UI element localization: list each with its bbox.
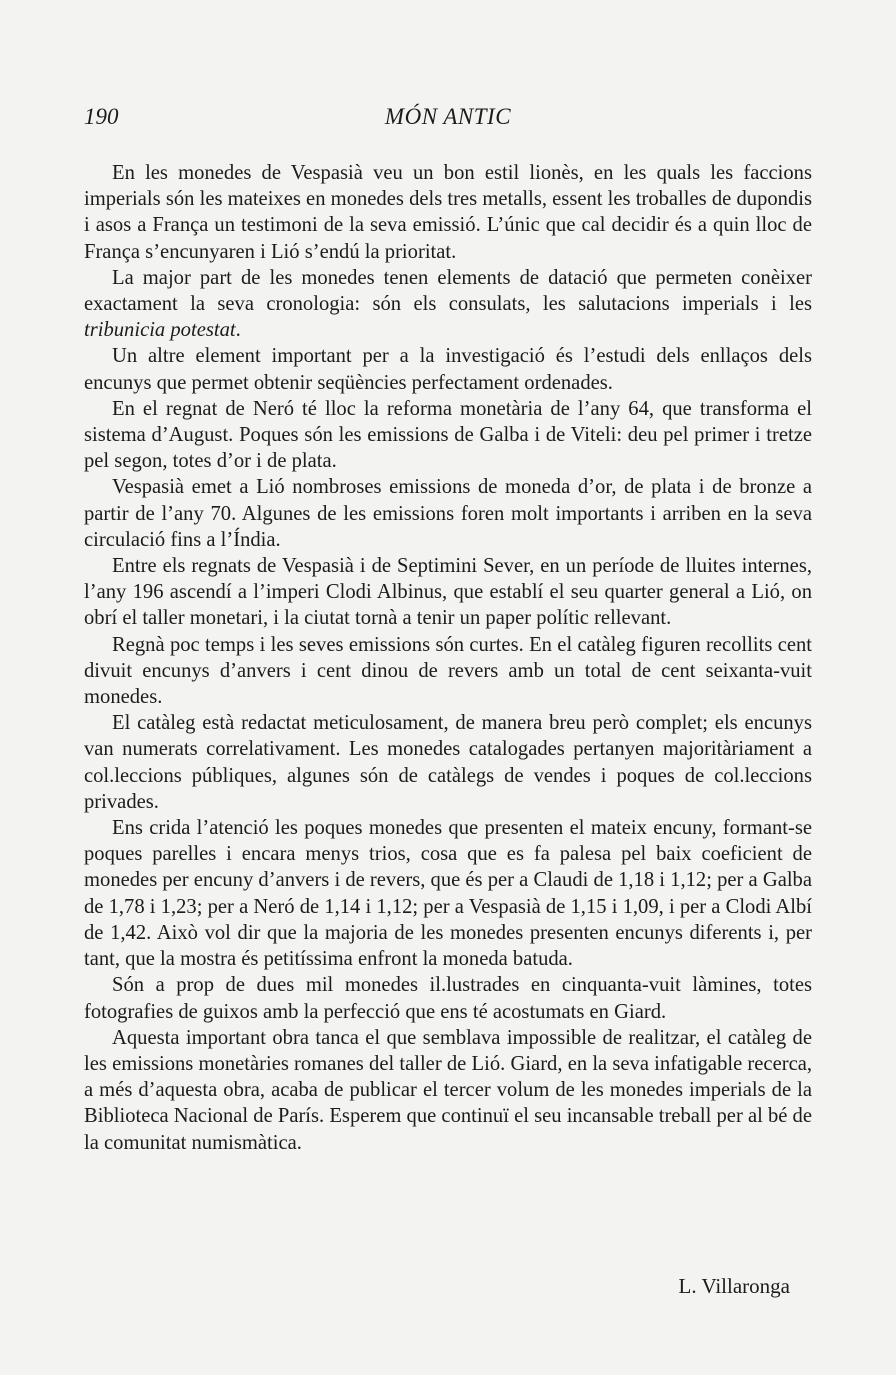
paragraph-text: La major part de les monedes tenen elements de datació que permeten conèixer exactament la seva cronologia: són els consulats, les salutacions imperials i les	[84, 266, 812, 316]
paragraph: Entre els regnats de Vespasià i de Septimini Sever, en un període de lluites internes, l’any 196 ascendí a l’imperi Clodi Albinus, que establí el seu quarter general a Lió, on obrí el taller monetari, i la ciutat tornà a tenir un paper polític rellevant.	[84, 555, 812, 630]
paragraph: Són a prop de dues mil monedes il.lustrades en cinquanta-vuit làmines, totes fotografies de guixos amb la perfecció que ens té acostumats en Giard.	[84, 974, 812, 1023]
paragraph: Aquesta important obra tanca el que semblava impossible de realitzar, el catàleg de les emissions monetàries romanes del taller de Lió. Giard, en la seva infatigable recerca, a més d’aquesta obra, acaba de publicar el tercer volum de les monedes imperials de la Biblioteca Nacional de París. Esperem que continuï el seu incansable treball per al bé de la comunitat numismàtica.	[84, 1026, 812, 1154]
paragraph: En el regnat de Neró té lloc la reforma monetària de l’any 64, que transforma el sistema d’August. Poques són les emissions de Galba i de Viteli: deu pel primer i tretze pel segon, totes d’or i de plata.	[84, 397, 812, 473]
page-number: 190	[84, 104, 119, 129]
paragraph	[84, 265, 812, 344]
page-header	[84, 104, 812, 136]
paragraph-text: .	[235, 319, 241, 342]
paragraph: El catàleg està redactat meticulosament, de manera breu però complet; els encunys van numerats correlativament. Les monedes catalogades pertanyen majoritàriament a col.leccions públiques, algunes són de catàlegs de vendes i poques de col.leccions privades.	[84, 712, 812, 813]
paragraph: Vespasià emet a Lió nombroses emissions de moneda d’or, de plata i de bronze a partir de l’any 70. Algunes de les emissions foren molt importants i arriben en la seva circulació fins a l’Índia.	[84, 476, 812, 551]
running-title: MÓN ANTIC	[384, 104, 512, 129]
paragraph: Ens crida l’atenció les poques monedes que presenten el mateix encuny, formant-se poques parelles i encara menys trios, cosa que es fa palesa pel baix coeficient de monedes per encuny d’anvers i de revers, que és per a Claudi de 1,18 i 1,12; per a Galba de 1,78 i 1,23; per a Neró de 1,14 i 1,12; per a Vespasià de 1,15 i 1,09, i per a Clodi Albí de 1,42. Això vol dir que la majoria de les monedes presenten encunys diferents i, per tant, que la mostra és petitíssima enfront la moneda batuda.	[84, 817, 812, 971]
italic-term: tribunicia potestat	[84, 319, 236, 342]
paragraph: Regnà poc temps i les seves emissions són curtes. En el catàleg figuren recollits cent divuit encunys d’anvers i cent dinou de revers amb un total de cent seixanta-vuit monedes.	[84, 633, 812, 709]
author-signature: L. Villaronga	[678, 1274, 790, 1298]
paragraph: En les monedes de Vespasià veu un bon estil lionès, en les quals les faccions imperials són les mateixes en monedes dels tres metalls, essent les troballes de dupondis i asos a França un testimoni de la seva emissió. L’únic que cal decidir és a quin lloc de França s’encunyaren i Lió s’endú la prioritat.	[84, 162, 812, 263]
paragraph: Un altre element important per a la investigació és l’estudi dels enllaços dels encunys que permet obtenir seqüències perfectament ordenades.	[84, 345, 812, 394]
body-text	[84, 160, 812, 1156]
